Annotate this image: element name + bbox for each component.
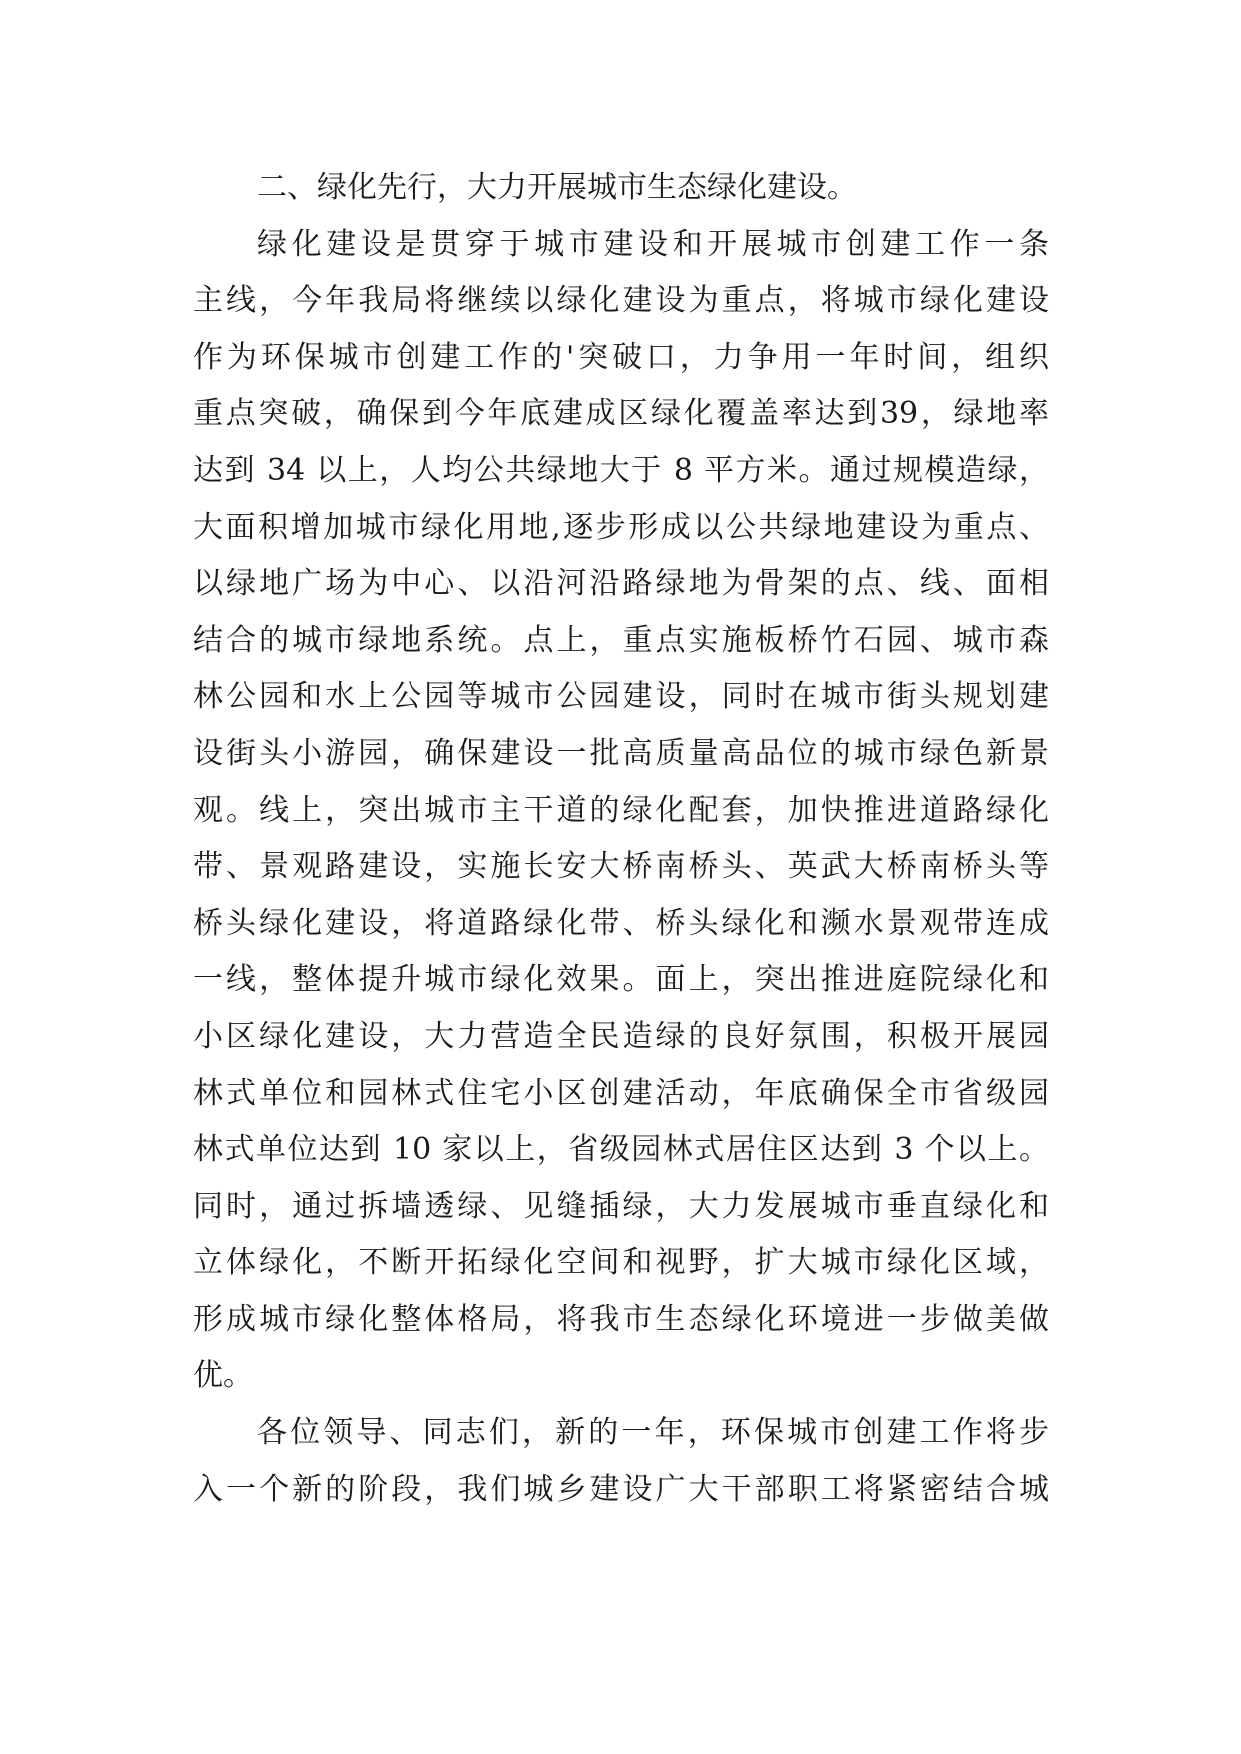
paragraph-line: 入一个新的阶段，我们城乡建设广大干部职工将紧密结合城 [193,1471,1049,1507]
paragraph-line: 林式单位和园林式住宅小区创建活动，年底确保全市省级园 [193,1075,1049,1111]
paragraph-line: 林公园和水上公园等城市公园建设，同时在城市街头规划建 [193,679,1049,715]
paragraph-line: 优。 [193,1358,253,1394]
paragraph-line: 一线，整体提升城市绿化效果。面上，突出推进庭院绿化和 [193,962,1049,998]
paragraph-line: 林式单位达到 10 家以上，省级园林式居住区达到 3 个以上。 [193,1132,1049,1168]
paragraph-line: 设街头小游园，确保建设一批高质量高品位的城市绿色新景 [193,735,1049,771]
paragraph-line: 大面积增加城市绿化用地,逐步形成以公共绿地建设为重点、 [193,509,1049,545]
heading-line: 二、绿化先行，大力开展城市生态绿化建设。 [257,170,857,205]
paragraph-line: 桥头绿化建设，将道路绿化带、桥头绿化和濒水景观带连成 [193,905,1049,941]
paragraph-line: 绿化建设是贯穿于城市建设和开展城市创建工作一条 [257,226,1049,262]
paragraph-line: 各位领导、同志们，新的一年，环保城市创建工作将步 [257,1415,1049,1451]
document-page [193,160,1049,1518]
paragraph-line: 主线，今年我局将继续以绿化建设为重点，将城市绿化建设 [193,283,1049,319]
paragraph-closing [193,1405,1049,1518]
paragraph-line: 同时，通过拆墙透绿、见缝插绿，大力发展城市垂直绿化和 [193,1188,1049,1224]
paragraph-greening [193,217,1049,1405]
paragraph-line: 立体绿化，不断开拓绿化空间和视野，扩大城市绿化区域， [193,1245,1049,1281]
paragraph-line: 观。线上，突出城市主干道的绿化配套，加快推进道路绿化 [193,792,1049,828]
paragraph-line: 结合的城市绿地系统。点上，重点实施板桥竹石园、城市森 [193,622,1049,658]
paragraph-line: 形成城市绿化整体格局，将我市生态绿化环境进一步做美做 [193,1301,1049,1337]
paragraph-line: 带、景观路建设，实施长安大桥南桥头、英武大桥南桥头等 [193,849,1049,885]
section-heading [193,160,1049,217]
paragraph-line: 达到 34 以上，人均公共绿地大于 8 平方米。通过规模造绿， [193,452,1049,488]
paragraph-line: 作为环保城市创建工作的'突破口，力争用一年时间，组织 [193,339,1049,375]
paragraph-line: 小区绿化建设，大力营造全民造绿的良好氛围，积极开展园 [193,1018,1049,1054]
paragraph-line: 重点突破，确保到今年底建成区绿化覆盖率达到39，绿地率 [193,396,1049,432]
paragraph-line: 以绿地广场为中心、以沿河沿路绿地为骨架的点、线、面相 [193,566,1049,602]
